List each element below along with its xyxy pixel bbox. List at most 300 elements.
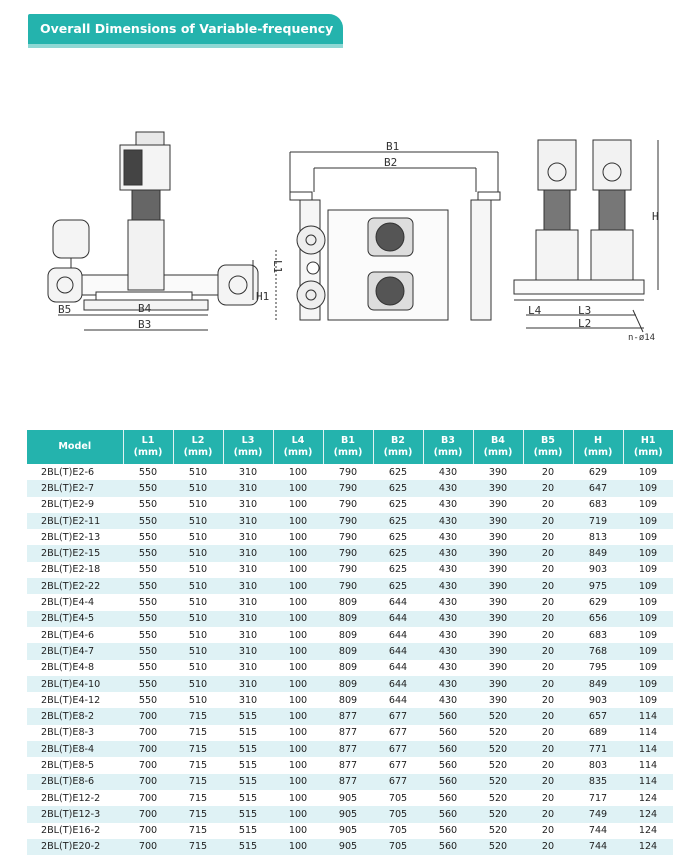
value-cell: 100 bbox=[288, 564, 308, 576]
inlet-flange bbox=[48, 268, 82, 302]
table-row bbox=[27, 529, 673, 545]
value-cell: 905 bbox=[338, 825, 358, 837]
value-cell: 114 bbox=[623, 774, 673, 790]
page-title: Overall Dimensions of Variable-frequency Pump bbox=[28, 14, 343, 44]
value-cell: 510 bbox=[188, 597, 208, 609]
value-cell: 515 bbox=[223, 741, 273, 757]
model-cell: 2BL(T)E12-3 bbox=[27, 806, 123, 822]
value-cell: 430 bbox=[438, 694, 458, 706]
table-row bbox=[27, 513, 673, 529]
value-cell: 124 bbox=[638, 792, 658, 804]
value-cell: 719 bbox=[573, 513, 623, 529]
column-header-unit: (mm) bbox=[483, 447, 513, 458]
value-cell: 790 bbox=[338, 564, 358, 576]
value-cell: 310 bbox=[223, 578, 273, 594]
label-l3: L3 bbox=[578, 304, 592, 317]
value-cell: 560 bbox=[423, 806, 473, 822]
value-cell: 903 bbox=[588, 694, 608, 706]
value-cell: 809 bbox=[338, 662, 358, 674]
value-cell: 744 bbox=[573, 839, 623, 855]
model-cell: 2BL(T)E12-2 bbox=[41, 792, 101, 804]
value-cell: 114 bbox=[638, 727, 658, 739]
value-cell: 20 bbox=[523, 806, 573, 822]
value-cell: 625 bbox=[373, 480, 423, 496]
value-cell: 100 bbox=[288, 825, 308, 837]
value-cell: 700 bbox=[123, 806, 173, 822]
value-cell: 644 bbox=[373, 676, 423, 692]
value-cell: 310 bbox=[238, 564, 258, 576]
table-row bbox=[27, 806, 673, 822]
value-cell: 809 bbox=[323, 643, 373, 659]
value-cell: 550 bbox=[138, 564, 158, 576]
value-cell: 700 bbox=[123, 741, 173, 757]
column-header-l2 bbox=[173, 430, 223, 464]
value-cell: 705 bbox=[373, 839, 423, 855]
value-cell: 109 bbox=[638, 629, 658, 641]
value-cell: 771 bbox=[573, 741, 623, 757]
value-cell: 510 bbox=[188, 662, 208, 674]
model-cell: 2BL(T)E8-5 bbox=[41, 759, 95, 771]
value-cell: 715 bbox=[188, 825, 208, 837]
value-cell: 20 bbox=[523, 578, 573, 594]
value-cell: 625 bbox=[373, 513, 423, 529]
value-cell: 560 bbox=[438, 727, 458, 739]
value-cell: 625 bbox=[373, 545, 423, 561]
column-header-unit: (mm) bbox=[533, 447, 563, 458]
column-header-unit: (mm) bbox=[383, 447, 413, 458]
column-header-label: B2 bbox=[391, 435, 405, 446]
value-cell: 700 bbox=[138, 825, 158, 837]
value-cell: 20 bbox=[523, 708, 573, 724]
value-cell: 100 bbox=[288, 531, 308, 543]
value-cell: 109 bbox=[638, 597, 658, 609]
value-cell: 715 bbox=[188, 727, 208, 739]
dimension-drawing bbox=[28, 110, 668, 370]
value-cell: 560 bbox=[423, 774, 473, 790]
value-cell: 20 bbox=[523, 480, 573, 496]
column-header-label: L1 bbox=[141, 435, 155, 446]
column-header-unit: (mm) bbox=[433, 447, 463, 458]
value-cell: 430 bbox=[438, 597, 458, 609]
value-cell: 715 bbox=[173, 741, 223, 757]
value-cell: 109 bbox=[623, 545, 673, 561]
value-cell: 430 bbox=[423, 545, 473, 561]
column-header-l4 bbox=[273, 430, 323, 464]
column-header-unit: (mm) bbox=[283, 447, 313, 458]
value-cell: 20 bbox=[541, 662, 555, 674]
value-cell: 100 bbox=[288, 694, 308, 706]
value-cell: 520 bbox=[473, 708, 523, 724]
value-cell: 390 bbox=[488, 531, 508, 543]
value-cell: 109 bbox=[638, 694, 658, 706]
model-cell: 2BL(T)E4-5 bbox=[27, 611, 123, 627]
column-header-unit: (mm) bbox=[633, 447, 663, 458]
table-row bbox=[27, 660, 673, 676]
value-cell: 689 bbox=[588, 727, 608, 739]
value-cell: 310 bbox=[238, 597, 258, 609]
value-cell: 430 bbox=[438, 662, 458, 674]
value-cell: 905 bbox=[323, 806, 373, 822]
value-cell: 310 bbox=[238, 499, 258, 511]
value-cell: 100 bbox=[288, 792, 308, 804]
table-body bbox=[27, 464, 673, 855]
value-cell: 520 bbox=[488, 759, 508, 771]
value-cell: 520 bbox=[473, 741, 523, 757]
value-cell: 100 bbox=[273, 806, 323, 822]
value-cell: 644 bbox=[388, 662, 408, 674]
model-cell: 2BL(T)E4-8 bbox=[41, 662, 95, 674]
value-cell: 124 bbox=[623, 839, 673, 855]
value-cell: 20 bbox=[541, 597, 555, 609]
value-cell: 430 bbox=[423, 480, 473, 496]
value-cell: 550 bbox=[123, 480, 173, 496]
value-cell: 390 bbox=[473, 578, 523, 594]
column-header-unit: (mm) bbox=[583, 447, 613, 458]
table-row bbox=[27, 562, 673, 578]
column-header-label: Model bbox=[58, 441, 92, 452]
value-cell: 877 bbox=[323, 708, 373, 724]
value-cell: 20 bbox=[541, 825, 555, 837]
value-cell: 510 bbox=[173, 578, 223, 594]
value-cell: 520 bbox=[473, 774, 523, 790]
value-cell: 390 bbox=[473, 643, 523, 659]
value-cell: 20 bbox=[541, 792, 555, 804]
value-cell: 700 bbox=[123, 839, 173, 855]
value-cell: 795 bbox=[588, 662, 608, 674]
motor-2 bbox=[593, 140, 631, 190]
value-cell: 20 bbox=[523, 741, 573, 757]
model-cell: 2BL(T)E4-4 bbox=[41, 597, 95, 609]
value-cell: 310 bbox=[223, 545, 273, 561]
value-cell: 550 bbox=[123, 513, 173, 529]
value-cell: 310 bbox=[223, 676, 273, 692]
value-cell: 790 bbox=[338, 499, 358, 511]
value-cell: 560 bbox=[423, 708, 473, 724]
value-cell: 715 bbox=[188, 759, 208, 771]
value-cell: 114 bbox=[623, 708, 673, 724]
value-cell: 100 bbox=[288, 466, 308, 478]
value-cell: 100 bbox=[288, 499, 308, 511]
model-cell: 2BL(T)E4-7 bbox=[27, 643, 123, 659]
model-cell: 2BL(T)E4-12 bbox=[41, 694, 101, 706]
value-cell: 20 bbox=[541, 531, 555, 543]
value-cell: 515 bbox=[223, 708, 273, 724]
table-row bbox=[27, 627, 673, 643]
table-row bbox=[27, 757, 673, 773]
value-cell: 20 bbox=[541, 727, 555, 739]
value-cell: 905 bbox=[323, 839, 373, 855]
value-cell: 515 bbox=[223, 839, 273, 855]
table-row bbox=[27, 611, 673, 627]
value-cell: 560 bbox=[423, 741, 473, 757]
model-cell: 2BL(T)E16-2 bbox=[41, 825, 101, 837]
value-cell: 705 bbox=[388, 825, 408, 837]
value-cell: 20 bbox=[541, 694, 555, 706]
column-header-b2 bbox=[373, 430, 423, 464]
value-cell: 109 bbox=[623, 611, 673, 627]
column-header-unit: (mm) bbox=[183, 447, 213, 458]
value-cell: 124 bbox=[623, 806, 673, 822]
value-cell: 100 bbox=[273, 676, 323, 692]
table-row bbox=[27, 741, 673, 757]
value-cell: 390 bbox=[488, 499, 508, 511]
value-cell: 550 bbox=[123, 643, 173, 659]
value-cell: 560 bbox=[438, 825, 458, 837]
base-manifold bbox=[514, 280, 644, 294]
table-header-row bbox=[27, 430, 673, 464]
value-cell: 390 bbox=[488, 629, 508, 641]
value-cell: 700 bbox=[138, 759, 158, 771]
value-cell: 510 bbox=[173, 643, 223, 659]
column-header-unit: (mm) bbox=[333, 447, 363, 458]
value-cell: 100 bbox=[273, 611, 323, 627]
column-header-label: B5 bbox=[541, 435, 555, 446]
column-header-b3 bbox=[423, 430, 473, 464]
value-cell: 677 bbox=[373, 708, 423, 724]
model-cell: 2BL(T)E8-3 bbox=[41, 727, 95, 739]
value-cell: 430 bbox=[423, 643, 473, 659]
value-cell: 100 bbox=[273, 839, 323, 855]
value-cell: 20 bbox=[523, 676, 573, 692]
value-cell: 430 bbox=[423, 578, 473, 594]
model-cell: 2BL(T)E2-6 bbox=[41, 466, 95, 478]
value-cell: 625 bbox=[388, 564, 408, 576]
value-cell: 310 bbox=[223, 513, 273, 529]
column-header-unit: (mm) bbox=[133, 447, 163, 458]
value-cell: 717 bbox=[588, 792, 608, 804]
value-cell: 849 bbox=[573, 545, 623, 561]
value-cell: 109 bbox=[638, 466, 658, 478]
table-row bbox=[27, 497, 673, 513]
value-cell: 390 bbox=[488, 694, 508, 706]
value-cell: 430 bbox=[438, 499, 458, 511]
value-cell: 100 bbox=[288, 629, 308, 641]
value-cell: 560 bbox=[438, 792, 458, 804]
value-cell: 550 bbox=[138, 597, 158, 609]
value-cell: 510 bbox=[173, 480, 223, 496]
value-cell: 510 bbox=[188, 466, 208, 478]
column-header-l3 bbox=[223, 430, 273, 464]
value-cell: 515 bbox=[238, 727, 258, 739]
model-cell: 2BL(T)E8-4 bbox=[27, 741, 123, 757]
value-cell: 109 bbox=[623, 643, 673, 659]
value-cell: 390 bbox=[473, 676, 523, 692]
value-cell: 790 bbox=[323, 545, 373, 561]
value-cell: 390 bbox=[488, 564, 508, 576]
label-hole: n-ø14 bbox=[628, 333, 656, 343]
value-cell: 100 bbox=[288, 727, 308, 739]
label-b5: B5 bbox=[58, 303, 72, 316]
value-cell: 683 bbox=[588, 499, 608, 511]
value-cell: 510 bbox=[173, 513, 223, 529]
value-cell: 20 bbox=[523, 839, 573, 855]
value-cell: 749 bbox=[573, 806, 623, 822]
table-row bbox=[27, 545, 673, 561]
value-cell: 109 bbox=[638, 564, 658, 576]
label-h: H bbox=[652, 210, 659, 223]
value-cell: 656 bbox=[573, 611, 623, 627]
value-cell: 515 bbox=[238, 792, 258, 804]
pump-column bbox=[128, 220, 164, 290]
column-header-h1 bbox=[623, 430, 673, 464]
value-cell: 100 bbox=[273, 578, 323, 594]
model-cell: 2BL(T)E2-9 bbox=[41, 499, 95, 511]
model-cell: 2BL(T)E4-10 bbox=[27, 676, 123, 692]
table-row bbox=[27, 839, 673, 855]
value-cell: 100 bbox=[288, 759, 308, 771]
model-cell: 2BL(T)E2-22 bbox=[27, 578, 123, 594]
value-cell: 520 bbox=[473, 806, 523, 822]
table-row bbox=[27, 594, 673, 610]
pressure-tank bbox=[53, 220, 89, 258]
table-row bbox=[27, 464, 673, 480]
value-cell: 677 bbox=[388, 727, 408, 739]
value-cell: 310 bbox=[238, 694, 258, 706]
value-cell: 975 bbox=[573, 578, 623, 594]
value-cell: 705 bbox=[373, 806, 423, 822]
table-row bbox=[27, 708, 673, 724]
column-header-label: L4 bbox=[291, 435, 305, 446]
value-cell: 705 bbox=[388, 792, 408, 804]
value-cell: 877 bbox=[338, 759, 358, 771]
value-cell: 100 bbox=[288, 662, 308, 674]
dimensions-table bbox=[27, 430, 673, 855]
value-cell: 510 bbox=[188, 531, 208, 543]
value-cell: 677 bbox=[388, 759, 408, 771]
value-cell: 700 bbox=[138, 727, 158, 739]
value-cell: 109 bbox=[623, 480, 673, 496]
value-cell: 644 bbox=[388, 597, 408, 609]
table-row bbox=[27, 692, 673, 708]
value-cell: 744 bbox=[588, 825, 608, 837]
value-cell: 510 bbox=[188, 564, 208, 576]
table-row bbox=[27, 480, 673, 496]
value-cell: 520 bbox=[488, 792, 508, 804]
value-cell: 813 bbox=[588, 531, 608, 543]
label-l1: L1 bbox=[271, 260, 284, 274]
value-cell: 715 bbox=[173, 774, 223, 790]
value-cell: 20 bbox=[523, 513, 573, 529]
value-cell: 510 bbox=[173, 611, 223, 627]
value-cell: 390 bbox=[473, 513, 523, 529]
column-header-b1 bbox=[323, 430, 373, 464]
value-cell: 768 bbox=[573, 643, 623, 659]
table-row bbox=[27, 790, 673, 806]
value-cell: 390 bbox=[473, 611, 523, 627]
label-l2: L2 bbox=[578, 317, 592, 330]
value-cell: 390 bbox=[473, 545, 523, 561]
value-cell: 644 bbox=[388, 694, 408, 706]
value-cell: 877 bbox=[338, 727, 358, 739]
value-cell: 100 bbox=[273, 545, 323, 561]
value-cell: 430 bbox=[438, 564, 458, 576]
value-cell: 114 bbox=[623, 741, 673, 757]
column-header-label: H1 bbox=[640, 435, 656, 446]
value-cell: 310 bbox=[223, 611, 273, 627]
value-cell: 109 bbox=[638, 499, 658, 511]
value-cell: 625 bbox=[373, 578, 423, 594]
value-cell: 790 bbox=[323, 513, 373, 529]
value-cell: 390 bbox=[488, 662, 508, 674]
value-cell: 809 bbox=[338, 597, 358, 609]
value-cell: 510 bbox=[173, 676, 223, 692]
value-cell: 877 bbox=[323, 741, 373, 757]
model-cell: 2BL(T)E4-6 bbox=[41, 629, 95, 641]
column-header-label: B4 bbox=[491, 435, 505, 446]
value-cell: 510 bbox=[188, 629, 208, 641]
value-cell: 430 bbox=[438, 466, 458, 478]
value-cell: 550 bbox=[138, 629, 158, 641]
value-cell: 390 bbox=[488, 597, 508, 609]
value-cell: 100 bbox=[273, 741, 323, 757]
value-cell: 790 bbox=[338, 466, 358, 478]
column-header-b5 bbox=[523, 430, 573, 464]
value-cell: 100 bbox=[273, 643, 323, 659]
value-cell: 520 bbox=[488, 825, 508, 837]
value-cell: 560 bbox=[423, 839, 473, 855]
value-cell: 310 bbox=[223, 480, 273, 496]
value-cell: 550 bbox=[138, 499, 158, 511]
value-cell: 700 bbox=[123, 774, 173, 790]
value-cell: 550 bbox=[138, 694, 158, 706]
value-cell: 550 bbox=[138, 662, 158, 674]
value-cell: 430 bbox=[423, 676, 473, 692]
value-cell: 100 bbox=[288, 597, 308, 609]
pump-dimension-diagram bbox=[28, 110, 668, 370]
value-cell: 310 bbox=[238, 466, 258, 478]
value-cell: 109 bbox=[638, 531, 658, 543]
value-cell: 515 bbox=[238, 759, 258, 771]
table-row bbox=[27, 676, 673, 692]
value-cell: 100 bbox=[273, 513, 323, 529]
value-cell: 809 bbox=[323, 611, 373, 627]
value-cell: 109 bbox=[623, 513, 673, 529]
model-cell: 2BL(T)E2-11 bbox=[27, 513, 123, 529]
model-cell: 2BL(T)E8-2 bbox=[27, 708, 123, 724]
value-cell: 790 bbox=[323, 578, 373, 594]
column-header-unit: (mm) bbox=[233, 447, 263, 458]
value-cell: 20 bbox=[541, 466, 555, 478]
value-cell: 20 bbox=[541, 759, 555, 771]
table-row bbox=[27, 774, 673, 790]
value-cell: 644 bbox=[373, 611, 423, 627]
column-header-b4 bbox=[473, 430, 523, 464]
value-cell: 849 bbox=[573, 676, 623, 692]
value-cell: 803 bbox=[588, 759, 608, 771]
label-b1: B1 bbox=[386, 140, 400, 153]
value-cell: 809 bbox=[338, 629, 358, 641]
value-cell: 510 bbox=[188, 499, 208, 511]
value-cell: 109 bbox=[623, 676, 673, 692]
value-cell: 550 bbox=[123, 578, 173, 594]
value-cell: 20 bbox=[541, 499, 555, 511]
motor-1 bbox=[538, 140, 576, 190]
column-header-l1 bbox=[123, 430, 173, 464]
value-cell: 430 bbox=[423, 611, 473, 627]
table-row bbox=[27, 823, 673, 839]
value-cell: 520 bbox=[488, 727, 508, 739]
value-cell: 100 bbox=[273, 708, 323, 724]
column-header-label: H bbox=[593, 435, 603, 446]
model-cell: 2BL(T)E2-13 bbox=[41, 531, 101, 543]
value-cell: 124 bbox=[638, 825, 658, 837]
value-cell: 515 bbox=[223, 806, 273, 822]
model-cell: 2BL(T)E8-6 bbox=[27, 774, 123, 790]
value-cell: 715 bbox=[173, 708, 223, 724]
value-cell: 109 bbox=[638, 662, 658, 674]
value-cell: 515 bbox=[223, 774, 273, 790]
value-cell: 644 bbox=[373, 643, 423, 659]
